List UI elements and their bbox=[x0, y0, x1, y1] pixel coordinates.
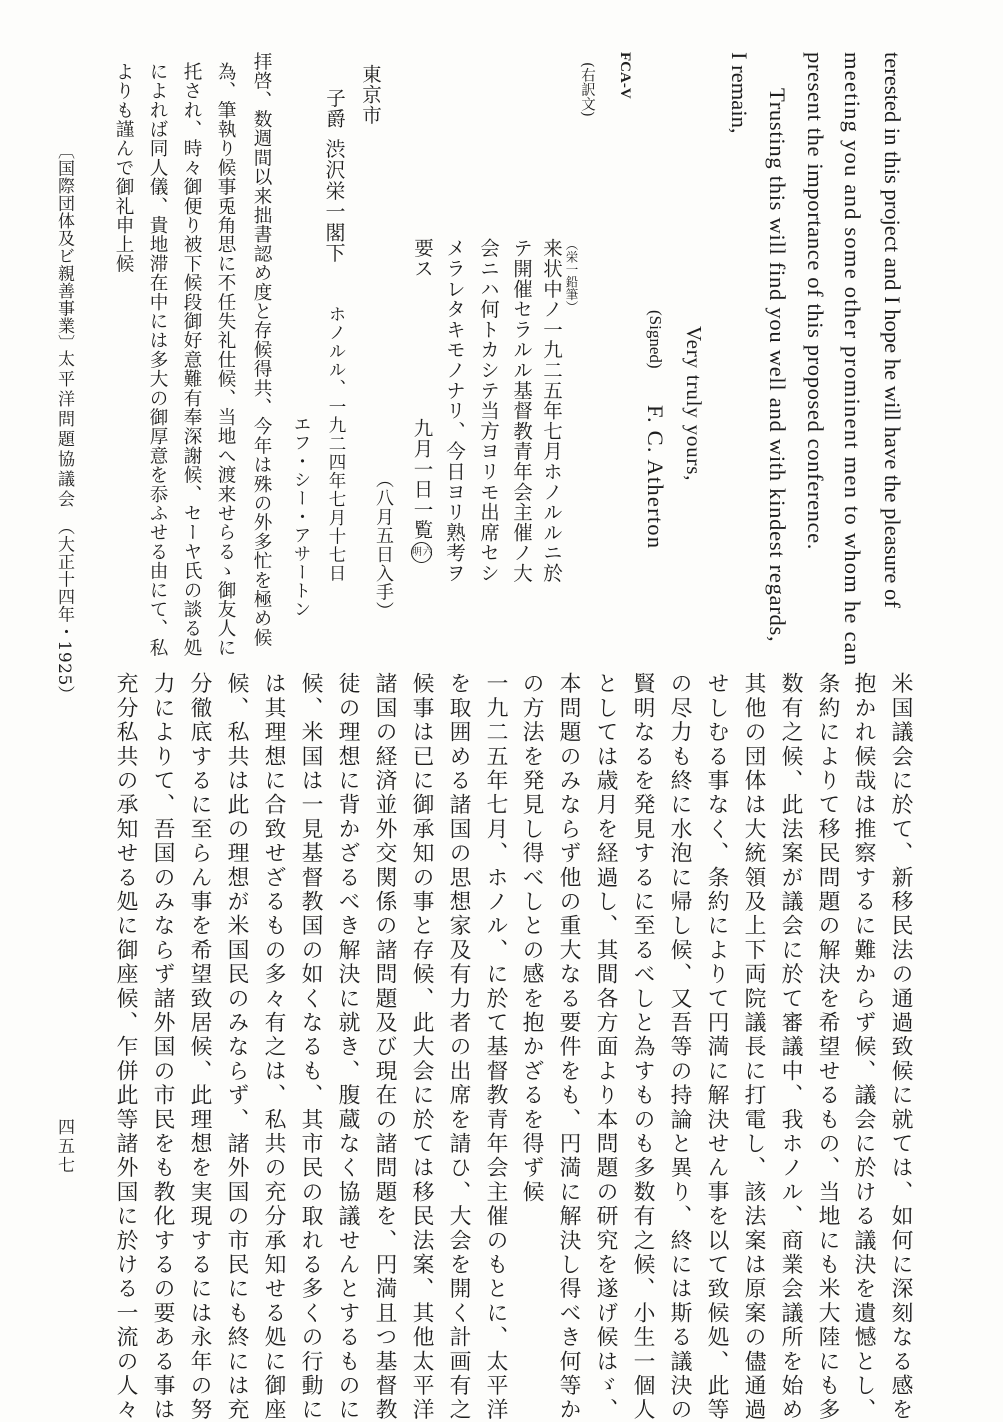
seal-mark: 明六 bbox=[411, 542, 432, 563]
annotation-date bbox=[406, 418, 432, 598]
footer-era: （大正十四年・1925） bbox=[54, 518, 74, 704]
body-line-20: 分徹底するに至らん事を希望致居候、此理想を実現するには永年の努 bbox=[187, 672, 212, 1422]
english-line-2: meeting you and some other prominent men to whom he can bbox=[840, 52, 865, 667]
translation-label: (右訳文) bbox=[579, 62, 595, 117]
body-line-4: 数有之候、此法案が議会に於て審議中、我ホノル、商業会議所を始め bbox=[778, 672, 803, 1422]
reference-code: FCA-V bbox=[617, 52, 633, 99]
body-line-21: 力によりて、吾国のみならず諸外国の市民をも教化するの要ある事は bbox=[150, 672, 175, 1422]
body-line-16: 徒の理想に背かざるべき解決に就き、腹蔵なく協議せんとするものに bbox=[335, 672, 360, 1422]
body-line-3: 条約によりて移民問題の解決を希望せるもの、当地にも米大陸にも多 bbox=[815, 672, 840, 1422]
body-line-15: 諸国の経済並外交関係の諸問題及び現在の諸問題を、円満且つ基督教 bbox=[372, 672, 397, 1422]
annotation-line-3: 会ニハ何トカシテ当方ヨリモ出席セシ bbox=[477, 238, 500, 584]
addressee-title: 子爵 bbox=[323, 88, 346, 129]
body-line-11: の方法を発見し得べしとの感を抱かざるを得ず候 bbox=[519, 672, 544, 1205]
body-line-22: 充分私共の承知せる処に御座候、乍併此等諸外国に於ける一流の人々 bbox=[113, 672, 138, 1422]
english-line-1: terested in this project and I hope he will have the pleasure of bbox=[880, 52, 905, 608]
body-line-5: 其他の団体は大統領及上下両院議長に打電し、該法案は原案の儘通過 bbox=[741, 672, 766, 1422]
received-date: （八月五日入手） bbox=[373, 470, 394, 621]
body-line-7: の尽力も終に水泡に帰し候、又吾等の持論と異り、終には斯る議決の bbox=[667, 672, 692, 1422]
body-line-14: 候事は已に御承知の事と存候、此大会に於ては移民法案、其他太平洋 bbox=[409, 672, 434, 1422]
annotation-line-2: テ開催セラルル基督教青年会主催ノ大 bbox=[510, 238, 533, 584]
footer-subsection: 太平洋問題協議会 bbox=[54, 350, 74, 510]
body-line-18: は其理想に合致せざるもの多々有之は、私共の充分承知せる処に御座 bbox=[261, 672, 286, 1422]
addressee-city: 東京市 bbox=[359, 64, 382, 125]
body-line-10: 本問題のみならず他の重大なる要件をも、円満に解決し得べき何等か bbox=[556, 672, 581, 1422]
footer-section: 〔国際団体及ビ親善事業〕 bbox=[54, 142, 74, 352]
body-line-8: 賢明なるを発見するに至るべしと為すものも多数有之候、小生一個人 bbox=[630, 672, 655, 1422]
translation-body-3: 托され、時々御便り被下候段御好意難有奉深謝候、セーヤ氏の談る処 bbox=[181, 62, 202, 658]
translation-body-5: よりも謹んで御礼申上候 bbox=[113, 62, 134, 274]
place-date: ホノルル、一九二四年七月十七日 bbox=[326, 305, 346, 583]
body-line-6: せしむる事なく、条約によりて円満に解決せん事を以て致候処、此等 bbox=[704, 672, 729, 1422]
translation-body-2: 為、筆執り候事兎角思に不任失礼仕候、当地へ渡来せらるゝ御友人に bbox=[215, 62, 236, 658]
english-line-5: I remain, bbox=[727, 52, 752, 134]
annotation-line-4: メラレタキモノナリ、今日ヨリ熟考ヲ bbox=[443, 238, 466, 584]
addressee bbox=[318, 88, 344, 268]
closing: Very truly yours, bbox=[682, 326, 706, 482]
translation-body-1: 拝啓、数週間以来拙書認め度と存候得共、今年は殊の外多忙を極め候 bbox=[251, 52, 272, 648]
sender-name: エフ・シー・アサートン bbox=[291, 415, 311, 619]
english-line-3: present the importance of this proposed conference. bbox=[803, 52, 828, 550]
english-line-4: Trusting this will find you well and with kindest regards, bbox=[765, 88, 790, 643]
annotation-date-text: 九月一日一覧 bbox=[410, 418, 434, 540]
body-line-2: 抱かれ候哉は推察するに難からず候、議会に於ける議決を遺憾とし、 bbox=[851, 672, 876, 1422]
body-line-1: 米国議会に於て、新移民法の通過致候に就ては、如何に深刻なる感を bbox=[888, 672, 913, 1422]
body-line-13: を取囲める諸国の思想家及有力者の出席を請ひ、大会を開く計画有之 bbox=[446, 672, 471, 1422]
translation-body-4: によれば同人儀、貴地滞在中には多大の御厚意を忝ふせる由にて、私 bbox=[147, 62, 168, 658]
body-line-17: 候、米国は一見基督教国の如くなるも、其市民の取れる多くの行動に bbox=[298, 672, 323, 1422]
annotation-line-5: 要ス bbox=[411, 238, 434, 279]
body-line-19: 候、私共は此の理想が米国民のみならず、諸外国の市民にも終には充 bbox=[224, 672, 249, 1422]
signature: F. C. Atherton bbox=[643, 405, 668, 550]
page-number: 四五七 bbox=[54, 1118, 74, 1175]
annotation-line-1: 来状中ノ一九二五年七月ホノルルニ於 bbox=[540, 238, 563, 584]
addressee-name: 渋沢栄一閣下 bbox=[322, 138, 346, 264]
signed-label: (Signed) bbox=[646, 310, 665, 369]
body-line-12: 一九二五年七月、ホノル、に於て基督教青年会主催のもとに、太平洋 bbox=[483, 672, 508, 1422]
body-line-9: としては歳月を経過し、其間各方面より本問題の研究を遂げ候はゞ、 bbox=[593, 672, 618, 1422]
annotation-label: （栄一鉛筆） bbox=[564, 238, 579, 313]
